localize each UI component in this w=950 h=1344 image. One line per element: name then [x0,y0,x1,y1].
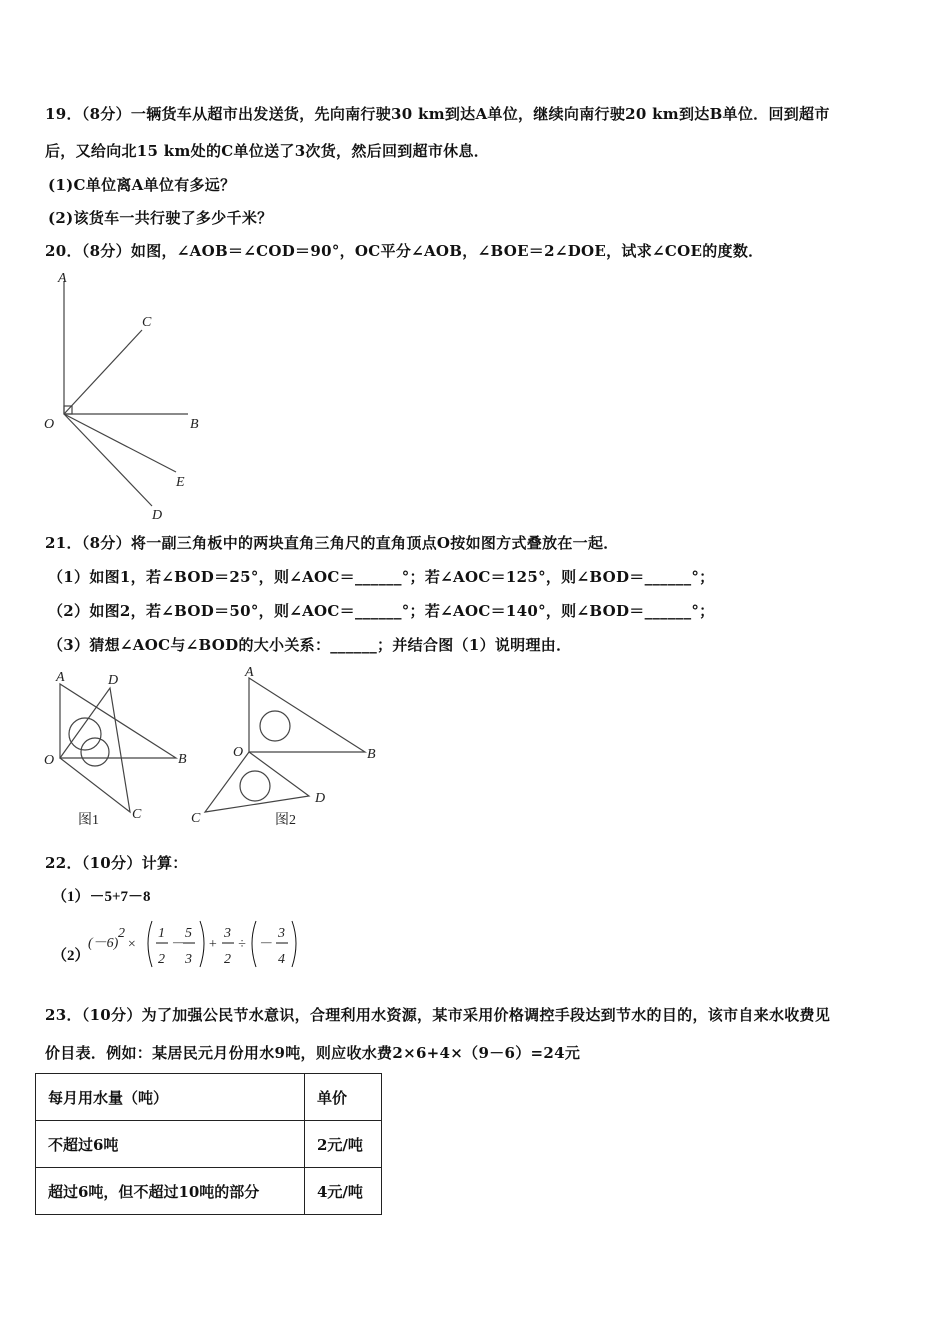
q21-sub3: （3）猜想∠AOC与∠BOD的大小关系：______；并结合图（1）说明理由． [48,636,572,654]
fig1-label-d: D [108,673,119,688]
water-price-table [35,1073,382,1215]
q21-text: 21．（8分）将一副三角板中的两块直角三角尺的直角顶点O按如图方式叠放在一起． [45,534,619,552]
expr-f3d: 2 [224,952,231,967]
table-header-row [36,1074,382,1121]
fig1-label-a: A [56,670,65,685]
table-cell: 4元/吨 [305,1168,382,1215]
fig1-caption: 图1 [78,813,99,828]
expr-f1n: 1 [158,926,165,941]
table-cell: 2元/吨 [305,1121,382,1168]
q19-sub1: (1)C单位离A单位有多远？ [48,176,236,194]
fig2-caption: 图2 [275,813,296,828]
fig1-label-o: O [44,753,55,768]
q20-figure [38,266,218,526]
expr-exp: 2 [118,926,125,941]
table-row [36,1121,382,1168]
fig2-label-c: C [191,811,201,826]
expr-f2d: 3 [185,952,192,967]
q21-figure-1 [38,664,208,834]
fig1-label-c: C [132,807,142,822]
q19-line2: 后，又给向北15 km处的C单位送了3次货，然后回到超市休息． [45,142,490,160]
expr-neg: － [258,937,272,952]
fig2-label-b: B [367,747,376,762]
table-header-cell: 每月用水量（吨） [36,1074,305,1121]
q20-label-a: A [58,271,67,286]
q20-text: 20．（8分）如图，∠AOB＝∠COD＝90°，OC平分∠AOB，∠BOE＝2∠DOE，试求∠COE的度数． [45,242,764,260]
q22-text: 22．（10分）计算： [45,854,188,872]
expr-f2n: 5 [185,926,192,941]
q20-label-e: E [176,475,185,490]
fig2-label-a: A [245,665,254,680]
expr-f4d: 4 [278,952,285,967]
fig2-label-d: D [315,791,326,806]
q22-sub1: （1）－5+7－8 [52,889,151,905]
expr-f1d: 2 [158,952,165,967]
q22-sub2-label: （2） [52,948,90,964]
q23-line2: 价目表．例如：某居民元月份用水9吨，则应收水费2×6+4×（9－6）=24元 [45,1044,581,1062]
expr-base: (－6) [88,936,119,951]
q19-line1: 19．（8分）一辆货车从超市出发送货，先向南行驶30 km到达A单位，继续向南行驶20 km到达B单位．回到超市 [45,105,830,123]
q20-label-b: B [190,417,199,432]
table-header-cell: 单价 [305,1074,382,1121]
table-cell: 不超过6吨 [36,1121,305,1168]
q19-sub2: (2)该货车一共行驶了多少千米？ [48,209,273,227]
fig2-label-o: O [233,745,244,760]
q20-label-o: O [44,417,55,432]
table-row [36,1168,382,1215]
expr-div: ÷ [238,937,246,952]
q22-expression [86,915,306,971]
fig1-label-b: B [178,752,187,767]
expr-minus: － [170,937,184,952]
q21-sub2: （2）如图2，若∠BOD＝50°，则∠AOC＝______°；若∠AOC＝140°，则∠BOD＝______°； [48,602,715,620]
q21-sub1: （1）如图1，若∠BOD＝25°，则∠AOC＝______°；若∠AOC＝125°，则∠BOD＝______°； [48,568,715,586]
expr-times: × [127,937,137,952]
table-cell: 超过6吨，但不超过10吨的部分 [36,1168,305,1215]
expr-f4n: 3 [278,926,285,941]
expr-f3n: 3 [224,926,231,941]
q23-line1: 23．（10分）为了加强公民节水意识，合理利用水资源，某市采用价格调控手段达到节水的目的，该市自来水收费见 [45,1006,831,1024]
q21-figure-2 [185,662,390,834]
q20-label-d: D [152,508,163,523]
q20-label-c: C [142,315,152,330]
expr-plus: + [208,937,218,952]
